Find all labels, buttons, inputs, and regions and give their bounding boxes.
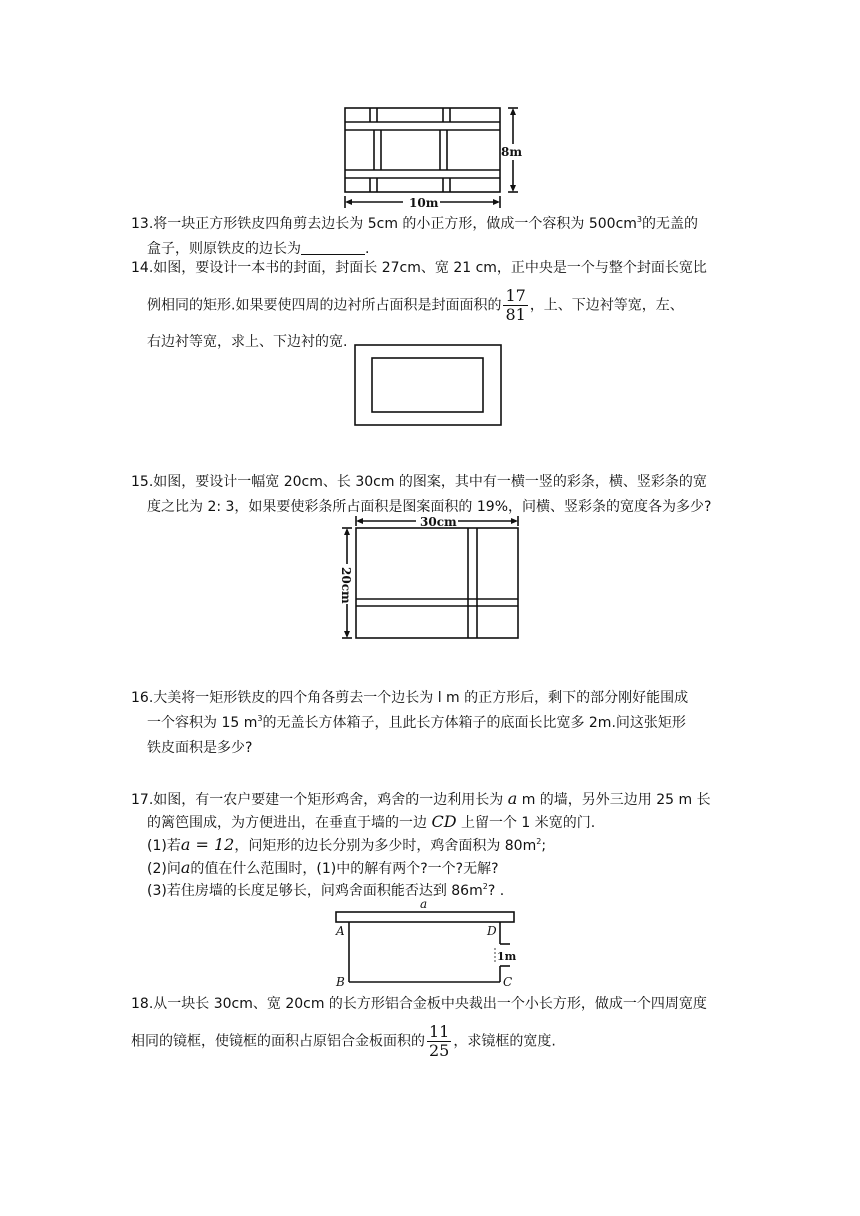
q13-line-2: 盒子，则原铁皮的边长为 .	[147, 241, 370, 257]
book-cover-figure	[354, 344, 504, 428]
fig15-height-label: 20cm	[339, 567, 353, 604]
question-14	[131, 256, 741, 355]
question-13	[131, 212, 741, 262]
q17-sub-2: (2)问a的值在什么范围时，(1)中的解有两个?一个?无解?	[147, 858, 499, 877]
question-17	[131, 788, 741, 902]
answer-blank	[301, 240, 365, 255]
q15-line-1: 15.如图，要设计一幅宽 20cm、长 30cm 的图案，其中有一横一竖的彩条，横、竖彩条的宽	[131, 474, 707, 490]
superscript-3: 3	[636, 215, 643, 224]
stripe-pattern-figure	[336, 514, 526, 642]
fig15-width-label: 30cm	[420, 515, 457, 529]
fraction-17-81: $\frac{17}{81}$	[505, 286, 526, 324]
fig12-height-label: 8m	[501, 145, 523, 159]
q17-line-2: 的篱笆围成，为方便进出，在垂直于墙的一边 CD 上留一个 1 米宽的门.	[147, 812, 596, 831]
fig12-width-label: 10m	[409, 196, 439, 210]
q17-line-1: 17.如图，有一农户要建一个矩形鸡舍，鸡舍的一边利用长为 a m 的墙，另外三边用 25 m 长	[131, 789, 711, 808]
label-B: B	[336, 975, 345, 989]
superscript-3: 3	[257, 714, 263, 723]
question-16	[131, 686, 741, 761]
q13-line-1: 13.将一块正方形铁皮四角剪去边长为 5cm 的小正方形，做成一个容积为 $500cm^3$的无盖的	[131, 215, 699, 232]
q14-line-2: 例相同的矩形.如果要使四周的边衬所占面积是封面面积的 $\frac{17}{81}$ ，上、下边衬等宽，左、	[147, 286, 684, 324]
q17-sub-3: (3)若住房墙的长度足够长，问鸡舍面积能否达到 $86m^2$? .	[147, 882, 505, 899]
q16-line-2: 一个容积为 15 $m^3$的无盖长方体箱子，且此长方体箱子的底面长比宽多 2m.问这张矩形	[147, 714, 686, 731]
q17-sub-1: (1)若a = 12，问矩形的边长分别为多少时，鸡舍面积为 $80m^2$;	[147, 835, 547, 854]
q14-line-1: 14.如图，要设计一本书的封面，封面长 27cm、宽 21 cm，正中央是一个与整个封面长宽比	[131, 260, 707, 276]
question-18	[131, 992, 741, 1060]
q18-line-1: 18.从一块长 30cm、宽 20cm 的长方形铝合金板中央裁出一个小长方形，做成一个四周宽度	[131, 996, 707, 1012]
fraction-11-25: $\frac{11}{25}$	[429, 1022, 450, 1060]
label-C: C	[503, 975, 513, 989]
q15-line-2: 度之比为 2: 3，如果要使彩条所占面积是图案面积的 19%，问横、竖彩条的宽度各为多少?	[147, 499, 712, 515]
q16-line-1: 16.大美将一矩形铁皮的四个角各剪去一个边长为 l m 的正方形后，剩下的部分刚好能围成	[131, 690, 689, 706]
door-label: 1m	[497, 950, 517, 963]
label-a: a	[420, 897, 428, 911]
label-A: A	[336, 924, 345, 938]
q14-line-3: 右边衬等宽，求上、下边衬的宽.	[147, 334, 348, 350]
q16-line-3: 铁皮面积是多少?	[147, 740, 253, 756]
q18-line-2: 相同的镜框，使镜框的面积占原铝合金板面积的 $\frac{11}{25}$ ，求镜框的宽度.	[131, 1022, 556, 1060]
question-15	[131, 470, 741, 520]
label-D: D	[487, 924, 497, 938]
chicken-coop-figure	[330, 896, 520, 992]
grid-pattern-figure	[338, 104, 538, 212]
